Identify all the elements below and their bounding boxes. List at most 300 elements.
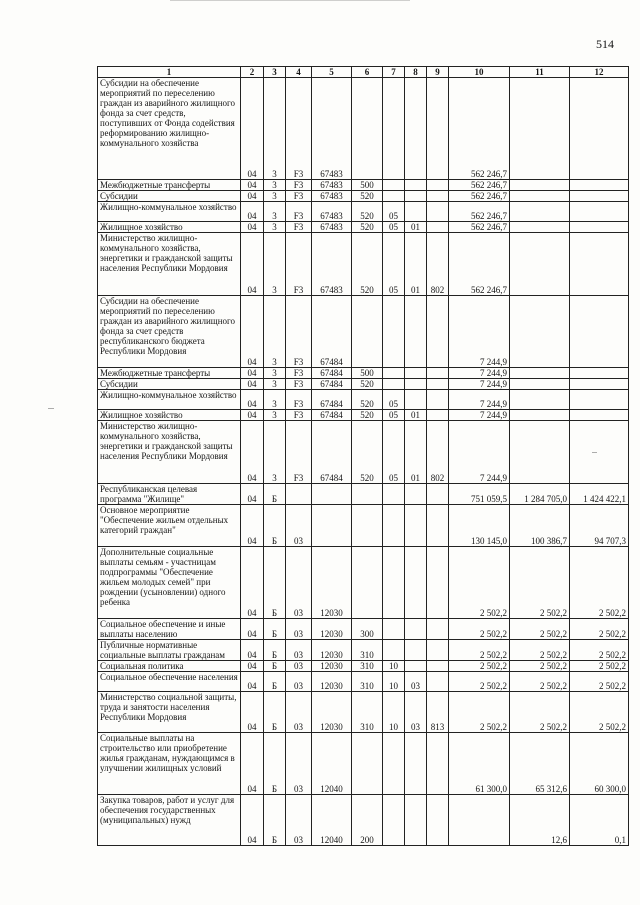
cell-c8 [405,733,427,795]
table-row [98,368,629,379]
cell-c7 [383,505,405,547]
cell-c3: 3 [264,78,286,180]
cell-c11 [510,390,570,410]
cell-c5: 67484 [312,296,352,368]
cell-c9 [427,505,449,547]
cell-c6: 520 [352,379,383,390]
row-name: Жилищно-коммунальное хозяйство [98,202,241,222]
cell-c5: 67483 [312,78,352,180]
table-row [98,390,629,410]
cell-c7 [383,78,405,180]
cell-c4: 03 [286,733,312,795]
table-row [98,78,629,180]
cell-c5: 67484 [312,368,352,379]
table-row [98,484,629,505]
table-row [98,202,629,222]
cell-c8 [405,296,427,368]
cell-c8: 01 [405,222,427,233]
cell-c4: F3 [286,180,312,191]
cell-c12: 2 502,2 [570,640,629,661]
cell-c7 [383,368,405,379]
cell-c10: 2 502,2 [449,547,510,619]
column-header: 1 [98,67,241,78]
cell-c4: 03 [286,661,312,672]
cell-c3: 3 [264,421,286,484]
cell-c2: 04 [241,180,264,191]
cell-c5: 12030 [312,661,352,672]
cell-c12 [570,222,629,233]
cell-c8 [405,202,427,222]
cell-c11 [510,78,570,180]
table-row [98,619,629,640]
cell-c12: 0,1 [570,795,629,846]
cell-c2: 04 [241,379,264,390]
cell-c2: 04 [241,222,264,233]
cell-c10: 2 502,2 [449,672,510,692]
table-row [98,410,629,421]
cell-c5: 67483 [312,233,352,296]
cell-c9 [427,795,449,846]
cell-c12 [570,410,629,421]
cell-c9 [427,640,449,661]
table-row [98,296,629,368]
cell-c10: 562 246,7 [449,191,510,202]
cell-c9 [427,661,449,672]
row-name: Субсидии [98,191,241,202]
cell-c10: 7 244,9 [449,368,510,379]
cell-c4: F3 [286,233,312,296]
cell-c9 [427,547,449,619]
cell-c8 [405,795,427,846]
cell-c10: 7 244,9 [449,421,510,484]
cell-c2: 04 [241,672,264,692]
cell-c7 [383,795,405,846]
cell-c2: 04 [241,484,264,505]
row-name: Министерство жилищно-коммунального хозяйства, энергетики и гражданской защиты населения Республики Мордовия [98,233,241,296]
cell-c7 [383,180,405,191]
cell-c2: 04 [241,733,264,795]
table-row [98,672,629,692]
cell-c11: 2 502,2 [510,619,570,640]
cell-c10: 751 059,5 [449,484,510,505]
column-header: 8 [405,67,427,78]
cell-c3: 3 [264,390,286,410]
table-row [98,191,629,202]
cell-c8: 03 [405,692,427,733]
cell-c10: 7 244,9 [449,379,510,390]
cell-c2: 04 [241,692,264,733]
cell-c6: 520 [352,390,383,410]
cell-c11 [510,180,570,191]
cell-c6: 520 [352,421,383,484]
column-header: 10 [449,67,510,78]
row-name: Межбюджетные трансферты [98,180,241,191]
cell-c6 [352,505,383,547]
row-name: Социальное обеспечение и иные выплаты населению [98,619,241,640]
cell-c2: 04 [241,233,264,296]
cell-c6: 520 [352,222,383,233]
cell-c6 [352,484,383,505]
cell-c5: 67483 [312,222,352,233]
cell-c10: 562 246,7 [449,222,510,233]
cell-c10: 562 246,7 [449,78,510,180]
cell-c3: 3 [264,379,286,390]
column-header: 4 [286,67,312,78]
cell-c9 [427,202,449,222]
cell-c5: 12040 [312,733,352,795]
cell-c2: 04 [241,619,264,640]
cell-c9 [427,619,449,640]
cell-c12 [570,78,629,180]
cell-c10: 2 502,2 [449,640,510,661]
table-row [98,692,629,733]
cell-c12 [570,191,629,202]
cell-c3: Б [264,547,286,619]
column-header: 6 [352,67,383,78]
cell-c5: 12030 [312,547,352,619]
cell-c9 [427,222,449,233]
cell-c6: 520 [352,191,383,202]
row-name: Жилищное хозяйство [98,410,241,421]
cell-c12: 2 502,2 [570,547,629,619]
cell-c4: F3 [286,222,312,233]
row-name: Межбюджетные трансферты [98,368,241,379]
cell-c8 [405,180,427,191]
cell-c12 [570,368,629,379]
cell-c12 [570,296,629,368]
cell-c9 [427,191,449,202]
cell-c3: 3 [264,296,286,368]
cell-c11: 12,6 [510,795,570,846]
column-header: 7 [383,67,405,78]
cell-c11: 100 386,7 [510,505,570,547]
budget-table [97,66,629,846]
row-name: Жилищное хозяйство [98,222,241,233]
cell-c11 [510,410,570,421]
row-name: Субсидии на обеспечение мероприятий по переселению граждан из аварийного жилищного фонда за счет средств, поступивших от Фонда содействия реформированию жилищно-коммунального хозяйства [98,78,241,180]
cell-c5 [312,484,352,505]
cell-c3: Б [264,672,286,692]
cell-c4: F3 [286,421,312,484]
cell-c5: 12030 [312,692,352,733]
cell-c9 [427,733,449,795]
column-header: 2 [241,67,264,78]
cell-c4: 03 [286,795,312,846]
cell-c8: 01 [405,410,427,421]
cell-c12: 94 707,3 [570,505,629,547]
cell-c2: 04 [241,661,264,672]
cell-c3: 3 [264,410,286,421]
column-header: 12 [570,67,629,78]
cell-c11 [510,368,570,379]
cell-c4: 03 [286,547,312,619]
row-name: Дополнительные социальные выплаты семьям - участницам подпрограммы "Обеспечение жильем молодых семей" при рождении (усыновлении) одного ребенка [98,547,241,619]
cell-c6 [352,733,383,795]
cell-c3: Б [264,795,286,846]
cell-c4: F3 [286,202,312,222]
table-row [98,661,629,672]
scan-mark [170,0,410,1]
table-row [98,379,629,390]
cell-c4 [286,484,312,505]
row-name: Жилищно-коммунальное хозяйство [98,390,241,410]
cell-c11: 65 312,6 [510,733,570,795]
cell-c2: 04 [241,421,264,484]
cell-c9: 802 [427,421,449,484]
cell-c10: 562 246,7 [449,233,510,296]
cell-c10: 7 244,9 [449,410,510,421]
cell-c7 [383,484,405,505]
cell-c3: Б [264,733,286,795]
cell-c10: 2 502,2 [449,619,510,640]
cell-c7: 05 [383,202,405,222]
cell-c11 [510,233,570,296]
column-header: 9 [427,67,449,78]
cell-c6: 310 [352,692,383,733]
cell-c2: 04 [241,640,264,661]
column-header: 5 [312,67,352,78]
cell-c4: F3 [286,390,312,410]
cell-c12 [570,180,629,191]
cell-c4: F3 [286,379,312,390]
cell-c8 [405,505,427,547]
cell-c6: 300 [352,619,383,640]
cell-c6 [352,78,383,180]
cell-c5: 67484 [312,410,352,421]
cell-c5 [312,505,352,547]
cell-c4: 03 [286,640,312,661]
cell-c8 [405,368,427,379]
cell-c9 [427,672,449,692]
cell-c8 [405,191,427,202]
cell-c4: 03 [286,672,312,692]
table-row [98,222,629,233]
cell-c11 [510,421,570,484]
cell-c4: F3 [286,296,312,368]
cell-c12: 1 424 422,1 [570,484,629,505]
cell-c2: 04 [241,390,264,410]
cell-c6: 200 [352,795,383,846]
cell-c9 [427,296,449,368]
cell-c10 [449,795,510,846]
column-header: 3 [264,67,286,78]
cell-c7 [383,619,405,640]
cell-c9 [427,379,449,390]
cell-c12: 2 502,2 [570,619,629,640]
cell-c6: 520 [352,233,383,296]
cell-c5: 12030 [312,619,352,640]
cell-c3: 3 [264,202,286,222]
cell-c12: 2 502,2 [570,661,629,672]
cell-c12 [570,233,629,296]
cell-c11: 2 502,2 [510,640,570,661]
table-row [98,795,629,846]
cell-c8 [405,661,427,672]
cell-c3: Б [264,640,286,661]
cell-c7: 05 [383,233,405,296]
table-row [98,421,629,484]
row-name: Субсидии [98,379,241,390]
page-number: 514 [596,37,614,51]
cell-c3: 3 [264,233,286,296]
cell-c11: 2 502,2 [510,661,570,672]
cell-c9 [427,390,449,410]
row-name: Закупка товаров, работ и услуг для обеспечения государственных (муниципальных) нужд [98,795,241,846]
cell-c10: 130 145,0 [449,505,510,547]
cell-c6: 310 [352,640,383,661]
cell-c9 [427,78,449,180]
cell-c5: 67483 [312,191,352,202]
cell-c3: 3 [264,222,286,233]
cell-c11 [510,191,570,202]
cell-c7 [383,296,405,368]
cell-c6: 520 [352,202,383,222]
cell-c4: F3 [286,78,312,180]
cell-c11 [510,296,570,368]
row-name: Основное мероприятие "Обеспечение жильем отдельных категорий граждан" [98,505,241,547]
cell-c3: Б [264,619,286,640]
cell-c12: 2 502,2 [570,672,629,692]
table-header-row [98,67,629,78]
cell-c11: 2 502,2 [510,692,570,733]
cell-c9: 813 [427,692,449,733]
cell-c6: 520 [352,410,383,421]
cell-c2: 04 [241,202,264,222]
cell-c8 [405,547,427,619]
cell-c7 [383,191,405,202]
cell-c11: 2 502,2 [510,547,570,619]
table-row [98,233,629,296]
cell-c5: 67484 [312,390,352,410]
cell-c11 [510,379,570,390]
cell-c9 [427,180,449,191]
cell-c12 [570,421,629,484]
cell-c12 [570,202,629,222]
cell-c11: 2 502,2 [510,672,570,692]
cell-c2: 04 [241,78,264,180]
cell-c5: 67483 [312,202,352,222]
cell-c8 [405,484,427,505]
row-name: Республиканская целевая программа "Жилище" [98,484,241,505]
cell-c8: 03 [405,672,427,692]
cell-c7 [383,640,405,661]
row-name: Социальные выплаты на строительство или приобретение жилья гражданам, нуждающимся в улучшении жилищных условий [98,733,241,795]
cell-c5: 12030 [312,672,352,692]
cell-c4: 03 [286,505,312,547]
cell-c2: 04 [241,296,264,368]
cell-c5: 12030 [312,640,352,661]
cell-c9 [427,368,449,379]
cell-c10: 562 246,7 [449,202,510,222]
cell-c8: 01 [405,233,427,296]
cell-c8 [405,619,427,640]
cell-c5: 67483 [312,180,352,191]
cell-c7: 05 [383,222,405,233]
cell-c8 [405,640,427,661]
cell-c9 [427,410,449,421]
cell-c5: 67484 [312,421,352,484]
cell-c8 [405,78,427,180]
cell-c7: 10 [383,672,405,692]
row-name: Социальная политика [98,661,241,672]
cell-c8 [405,379,427,390]
table-row [98,640,629,661]
cell-c7 [383,379,405,390]
cell-c2: 04 [241,547,264,619]
cell-c4: 03 [286,692,312,733]
cell-c4: F3 [286,410,312,421]
cell-c3: Б [264,484,286,505]
cell-c10: 562 246,7 [449,180,510,191]
cell-c7: 05 [383,410,405,421]
cell-c6: 310 [352,672,383,692]
cell-c2: 04 [241,410,264,421]
cell-c6: 500 [352,368,383,379]
cell-c5: 12040 [312,795,352,846]
cell-c5: 67484 [312,379,352,390]
cell-c9 [427,484,449,505]
cell-c7: 10 [383,692,405,733]
cell-c8: 01 [405,421,427,484]
table-row [98,733,629,795]
cell-c6 [352,296,383,368]
cell-c10: 2 502,2 [449,661,510,672]
cell-c6: 310 [352,661,383,672]
cell-c3: 3 [264,180,286,191]
cell-c3: Б [264,692,286,733]
cell-c3: 3 [264,368,286,379]
cell-c2: 04 [241,191,264,202]
cell-c6: 500 [352,180,383,191]
cell-c9: 802 [427,233,449,296]
column-header: 11 [510,67,570,78]
cell-c8 [405,390,427,410]
cell-c11: 1 284 705,0 [510,484,570,505]
table-row [98,505,629,547]
scan-mark [592,452,597,453]
cell-c2: 04 [241,505,264,547]
cell-c10: 7 244,9 [449,390,510,410]
cell-c6 [352,547,383,619]
cell-c7: 05 [383,421,405,484]
cell-c2: 04 [241,795,264,846]
cell-c12 [570,390,629,410]
scan-mark [48,408,54,409]
table-row [98,180,629,191]
cell-c3: 3 [264,191,286,202]
cell-c4: F3 [286,191,312,202]
row-name: Субсидии на обеспечение мероприятий по переселению граждан из аварийного жилищного фонда за счет средств республиканского бюджета Республики Мордовия [98,296,241,368]
cell-c12: 2 502,2 [570,692,629,733]
cell-c10: 2 502,2 [449,692,510,733]
cell-c7: 10 [383,661,405,672]
cell-c2: 04 [241,368,264,379]
cell-c3: Б [264,505,286,547]
table-row [98,547,629,619]
row-name: Публичные нормативные социальные выплаты гражданам [98,640,241,661]
cell-c3: Б [264,661,286,672]
cell-c7 [383,547,405,619]
cell-c11 [510,202,570,222]
cell-c12 [570,379,629,390]
cell-c7 [383,733,405,795]
cell-c4: F3 [286,368,312,379]
cell-c4: 03 [286,619,312,640]
row-name: Социальное обеспечение населения [98,672,241,692]
cell-c7: 05 [383,390,405,410]
cell-c10: 61 300,0 [449,733,510,795]
row-name: Министерство социальной защиты, труда и занятости населения Республики Мордовия [98,692,241,733]
